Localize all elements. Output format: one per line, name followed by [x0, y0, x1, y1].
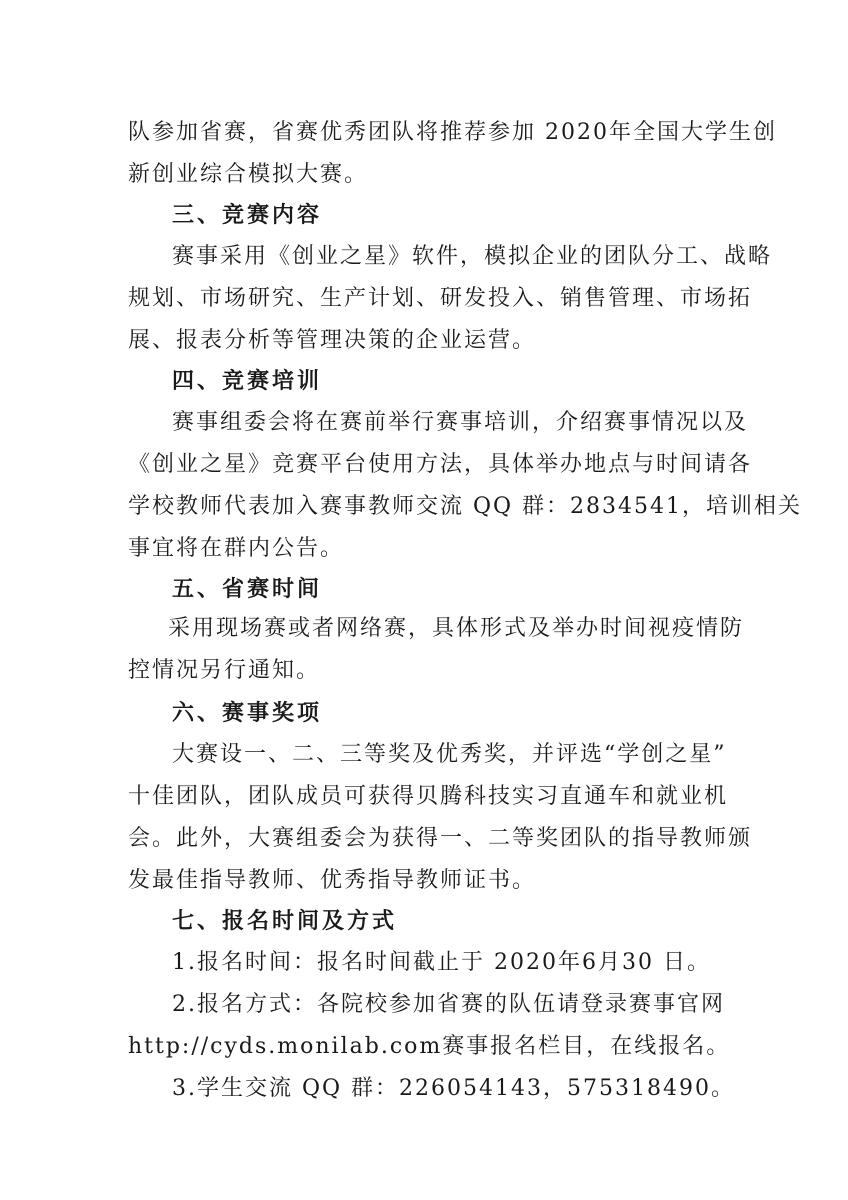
body-line: 展、报表分析等管理决策的企业运营。: [128, 328, 537, 353]
body-line: http://cyds.monilab.com赛事报名栏目，在线报名。: [128, 1034, 731, 1059]
body-line: 规划、市场研究、生产计划、研发投入、销售管理、市场拓: [128, 286, 753, 311]
body-line: 采用现场赛或者网络赛，具体形式及举办时间视疫情防: [168, 616, 745, 641]
body-line: 控情况另行通知。: [128, 658, 321, 683]
body-line: 事宜将在群内公告。: [128, 536, 345, 561]
body-line: 会。此外，大赛组委会为获得一、二等奖团队的指导教师颁: [128, 826, 753, 851]
body-line: 赛事采用《创业之星》软件，模拟企业的团队分工、战略: [172, 244, 773, 269]
section-heading: 六、赛事奖项: [172, 700, 323, 726]
section-heading: 四、竞赛培训: [172, 368, 323, 394]
body-line: 大赛设一、二、三等奖及优秀奖，并评选“学创之星”: [172, 742, 727, 767]
section-heading: 三、竞赛内容: [172, 202, 323, 228]
section-heading: 五、省赛时间: [172, 576, 323, 602]
body-line: 新创业综合模拟大赛。: [128, 162, 369, 187]
body-line: 发最佳指导教师、优秀指导教师证书。: [128, 868, 537, 893]
body-line: 《创业之星》竞赛平台使用方法，具体举办地点与时间请各: [128, 452, 753, 477]
section-heading: 七、报名时间及方式: [172, 908, 398, 934]
body-line: 2.报名方式：各院校参加省赛的队伍请登录赛事官网: [172, 992, 725, 1017]
body-line: 赛事组委会将在赛前举行赛事培训，介绍赛事情况以及: [172, 410, 749, 435]
body-line: 队参加省赛，省赛优秀团队将推荐参加 2020年全国大学生创: [128, 120, 777, 145]
body-line: 十佳团队，团队成员可获得贝腾科技实习直通车和就业机: [128, 784, 729, 809]
body-line: 1.报名时间：报名时间截止于 2020年6月30 日。: [172, 950, 711, 975]
body-line: 学校教师代表加入赛事教师交流 QQ 群：2834541，培训相关: [128, 494, 803, 519]
body-line: 3.学生交流 QQ 群：226054143，575318490。: [172, 1076, 735, 1101]
